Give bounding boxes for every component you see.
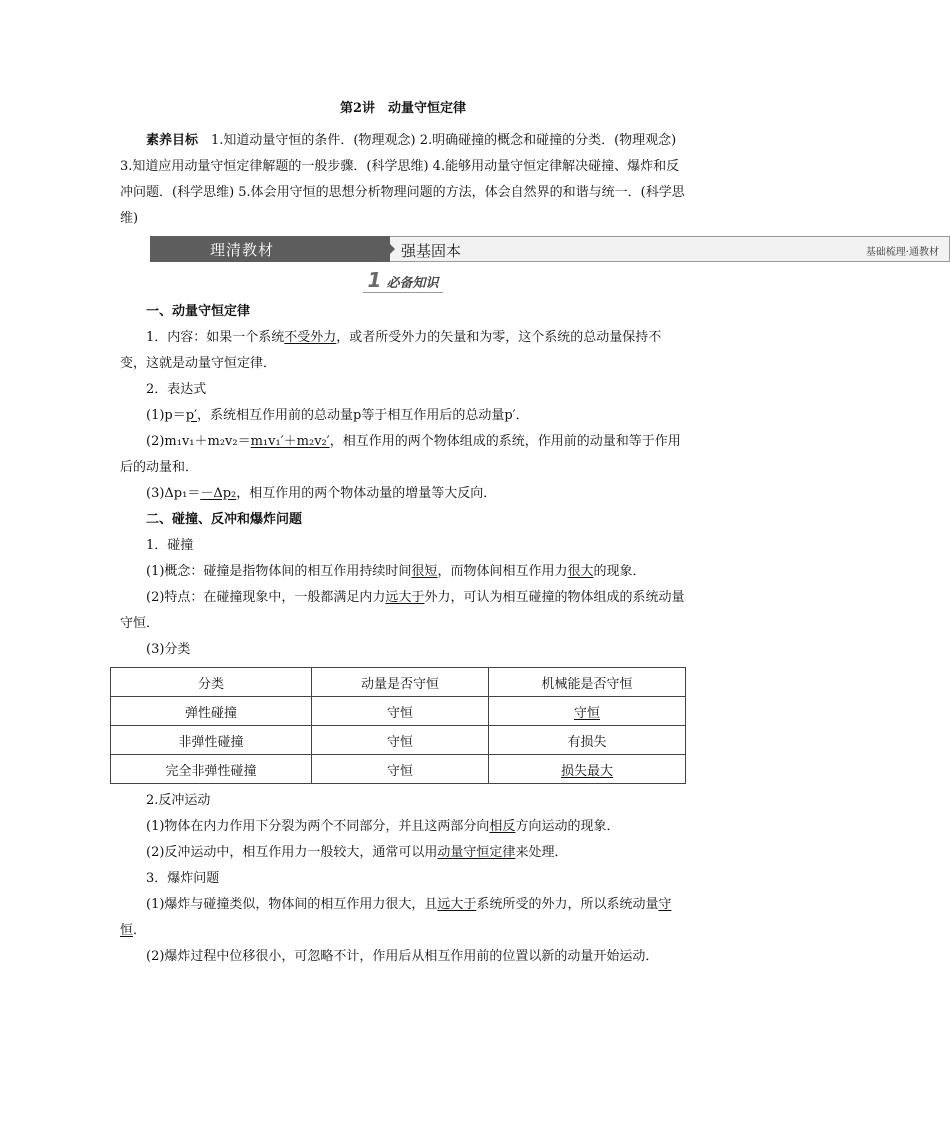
answer-blank: p′ xyxy=(185,408,198,423)
para-recoil-1 xyxy=(120,814,686,840)
text: (1)概念：碰撞是指物体间的相互作用持续时间 xyxy=(146,564,412,579)
text: ，而物体间相互作用力 xyxy=(437,564,568,579)
para-explosion-2: (2)爆炸过程中位移很小，可忽略不计，作用后从相互作用前的位置以新的动量开始运动． xyxy=(146,949,659,964)
text: 1．内容：如果一个系统 xyxy=(146,330,285,345)
learning-goals xyxy=(120,128,686,232)
section-label: 必备知识 xyxy=(386,276,439,291)
text: (3)Δp₁＝ xyxy=(146,486,201,501)
banner-left-label: 理清教材 xyxy=(210,241,275,259)
collision-table xyxy=(110,667,686,784)
table-cell: 守恒 xyxy=(312,726,489,755)
answer-blank: 不受外力 xyxy=(284,330,337,345)
para-classification: (3)分类 xyxy=(146,642,191,657)
text: 的现象． xyxy=(593,564,646,579)
text: (1)p＝ xyxy=(146,408,186,423)
table-row xyxy=(111,726,686,755)
heading-collision: 二、碰撞、反冲和爆炸问题 xyxy=(146,512,303,527)
text: 系统所受的外力，所以系统动量 xyxy=(476,897,659,912)
para-collision-heading: 1．碰撞 xyxy=(146,538,194,553)
answer-blank: m₁v₁′＋m₂v₂′ xyxy=(250,434,330,449)
answer-blank: －Δp₂ xyxy=(200,486,237,501)
banner-right-label: 基础梳理·通教材 xyxy=(865,247,939,258)
table-row xyxy=(111,755,686,784)
answer-blank: 很大 xyxy=(567,564,594,579)
text: (2)反冲运动中，相互作用力一般较大，通常可以用 xyxy=(146,845,438,860)
document-page xyxy=(120,96,939,970)
para-expression-3 xyxy=(120,481,686,507)
answer-blank: 远大于 xyxy=(385,590,425,605)
para-recoil-heading: 2.反冲运动 xyxy=(146,793,211,808)
table-cell: 守恒 xyxy=(312,697,489,726)
section-banner xyxy=(120,236,939,262)
answer-blank: 相反 xyxy=(489,819,516,834)
text: (1)物体在内力作用下分裂为两个不同部分，并且这两部分向 xyxy=(146,819,490,834)
section-number: 1 xyxy=(367,268,382,292)
para-expression-heading: 2．表达式 xyxy=(146,382,207,397)
text: ． xyxy=(133,923,147,938)
table-cell: 损失最大 xyxy=(489,755,686,784)
banner-arrow-icon xyxy=(382,236,395,262)
para-collision-concept xyxy=(120,559,686,585)
table-row xyxy=(111,697,686,726)
text: (2)m₁v₁＋m₂v₂＝ xyxy=(146,434,251,449)
table-header-row xyxy=(111,668,686,697)
table-cell: 非弹性碰撞 xyxy=(111,726,312,755)
table-cell: 守恒 xyxy=(489,697,686,726)
table-cell: 完全非弹性碰撞 xyxy=(111,755,312,784)
answer-blank: 很短 xyxy=(411,564,438,579)
para-expression-1 xyxy=(120,403,686,429)
para-recoil-2 xyxy=(120,840,686,866)
para-content xyxy=(120,325,686,377)
text: ，系统相互作用前的总动量p等于相互作用后的总动量p′． xyxy=(197,408,529,423)
para-collision-feature xyxy=(120,585,686,637)
goals-text: 1.知道动量守恒的条件．(物理观念) 2.明确碰撞的概念和碰撞的分类．(物理观念) 3.知道应用动量守恒定律解题的一般步骤．(科学思维) 4.能够用动量守恒定律解决碰撞、爆炸和反冲问题．(科学思维) 5.体会用守恒的思想分析物理问题的方法，体会自然界的和谐与统一．(科学思维) xyxy=(120,133,685,226)
para-expression-2 xyxy=(120,429,686,481)
table-cell: 弹性碰撞 xyxy=(111,697,312,726)
text: ，或者所受外力的矢量和为零，这个系统的总动量保持不变，这就是动量守恒定律． xyxy=(120,330,662,371)
table-cell: 有损失 xyxy=(489,726,686,755)
table-header: 动量是否守恒 xyxy=(312,668,489,697)
text: (1)爆炸与碰撞类似，物体间的相互作用力很大，且 xyxy=(146,897,438,912)
answer-blank: 守恒 xyxy=(120,897,672,938)
heading-momentum-conservation: 一、动量守恒定律 xyxy=(146,304,251,319)
text: ，相互作用的两个物体组成的系统，作用前的动量和等于作用后的动量和． xyxy=(120,434,681,475)
text: 方向运动的现象． xyxy=(515,819,620,834)
section-heading xyxy=(120,268,686,293)
banner-light xyxy=(370,236,950,262)
table-cell: 守恒 xyxy=(312,755,489,784)
answer-blank: 远大于 xyxy=(437,897,477,912)
para-explosion-1 xyxy=(120,892,686,944)
table-header: 分类 xyxy=(111,668,312,697)
text: 来处理． xyxy=(515,845,568,860)
lesson-title: 第2讲 动量守恒定律 xyxy=(339,101,467,116)
answer-blank: 动量守恒定律 xyxy=(437,845,516,860)
table-header: 机械能是否守恒 xyxy=(489,668,686,697)
text: 外力，可认为相互碰撞的物体组成的系统动量守恒． xyxy=(120,590,685,631)
text: ，相互作用的两个物体动量的增量等大反向． xyxy=(236,486,497,501)
banner-dark xyxy=(150,236,390,262)
goals-label: 素养目标 xyxy=(146,133,199,148)
banner-mid-label: 强基固本 xyxy=(401,242,462,260)
para-explosion-heading: 3．爆炸问题 xyxy=(146,871,220,886)
text: (2)特点：在碰撞现象中，一般都满足内力 xyxy=(146,590,386,605)
